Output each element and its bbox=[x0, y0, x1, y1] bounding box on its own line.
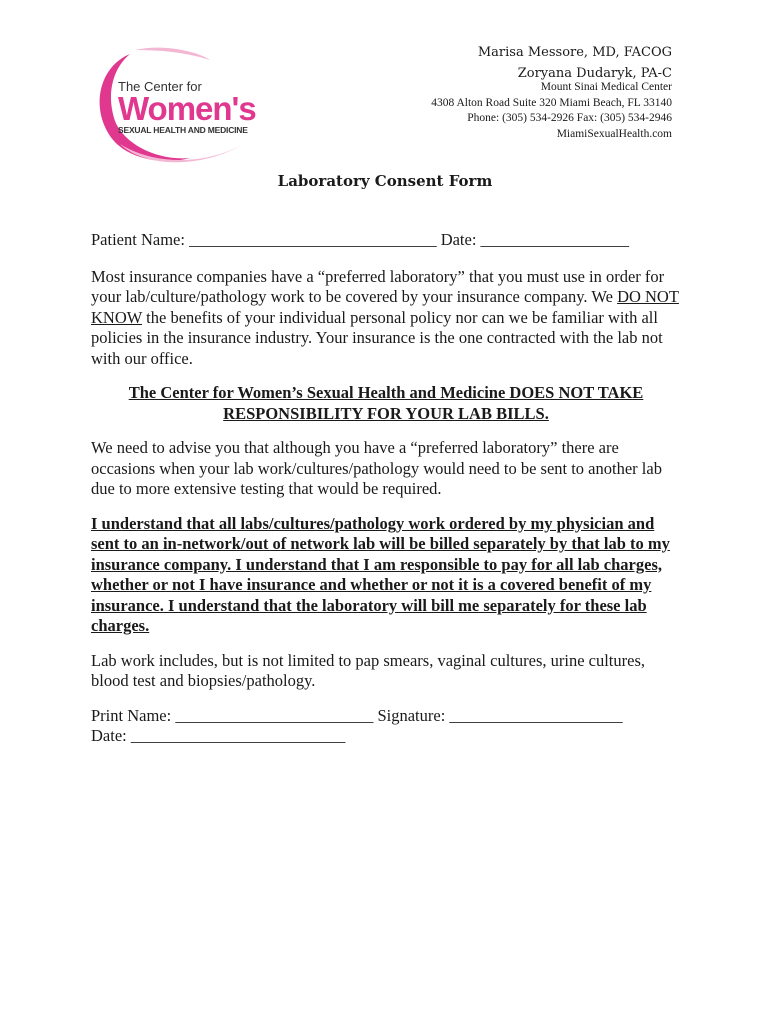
logo-line-3: SEXUAL HEALTH AND MEDICINE bbox=[118, 125, 248, 135]
form-title: Laboratory Consent Form bbox=[277, 172, 493, 190]
patient-name-field[interactable]: ______________________________ bbox=[189, 230, 437, 249]
date-2-label: Date: bbox=[91, 726, 127, 745]
center-logo-text bbox=[118, 80, 258, 136]
print-name-label: Print Name: bbox=[91, 705, 172, 725]
address-line-4: MiamiSexualHealth.com bbox=[556, 127, 672, 140]
date-line bbox=[91, 726, 681, 747]
responsibility-notice: The Center for Women’s Sexual Health and Medicine DOES NOT TAKE RESPONSIBILITY FOR YOUR LAB BILLS. bbox=[128, 383, 644, 423]
lab-work-paragraph: Lab work includes, but is not limited to pap smears, vaginal cultures, urine cultures, blood test and biopsies/pathology. bbox=[91, 650, 645, 690]
logo-line-1: The Center for bbox=[118, 79, 202, 94]
address-line-1: Mount Sinai Medical Center bbox=[540, 81, 672, 93]
insurance-paragraph bbox=[91, 267, 681, 370]
doctor-2: Zoryana Dudaryk, PA-C bbox=[517, 66, 672, 81]
acknowledgement-paragraph: I understand that all labs/cultures/pathology work ordered by my physician and sent to an in-network/out of network lab will be billed separately by that lab to my insurance company. I understand that I am responsible to pay for all lab charges, whether or not I have insurance and whether or not it is a covered benefit of my insurance. I understand that the laboratory will bill me separately for these lab charges. bbox=[91, 513, 670, 635]
advisory-paragraph: We need to advise you that although you have a “preferred laboratory” there are occasions when your lab work/cultures/pathology would need to be sent to another lab due to more extensive testing that would be required. bbox=[91, 438, 662, 498]
do-not-know-emphasis: DO NOT KNOW bbox=[91, 287, 679, 327]
patient-name-label: Patient Name: bbox=[91, 230, 185, 249]
logo-line-2: Women's bbox=[118, 90, 256, 127]
clinic-address bbox=[431, 80, 672, 142]
date-label: Date: bbox=[440, 230, 477, 249]
insurance-text-1: Most insurance companies have a “preferred laboratory” that you must use in order for your lab/culture/pathology work to be covered by your insurance company. We bbox=[91, 266, 665, 306]
signature-line bbox=[91, 706, 681, 727]
signature-field[interactable]: _____________________ bbox=[449, 705, 623, 725]
address-line-2: 4308 Alton Road Suite 320 Miami Beach, FL 33140 bbox=[431, 96, 672, 109]
date-field[interactable]: __________________ bbox=[480, 230, 630, 249]
address-line-3: Phone: (305) 534-2926 Fax: (305) 534-2946 bbox=[467, 112, 672, 124]
date-2-field[interactable]: __________________________ bbox=[130, 726, 346, 745]
print-name-field[interactable]: ________________________ bbox=[175, 705, 374, 725]
insurance-text-2: the benefits of your individual personal policy nor can we be familiar with all policies in the insurance industry. Your insurance is the one contracted with the lab not with our office. bbox=[91, 307, 663, 368]
signature-label: Signature: bbox=[377, 705, 446, 725]
form-body bbox=[91, 230, 681, 747]
doctor-names bbox=[478, 42, 672, 84]
doctor-1: Marisa Messore, MD, FACOG bbox=[477, 45, 672, 60]
patient-line bbox=[91, 230, 681, 251]
